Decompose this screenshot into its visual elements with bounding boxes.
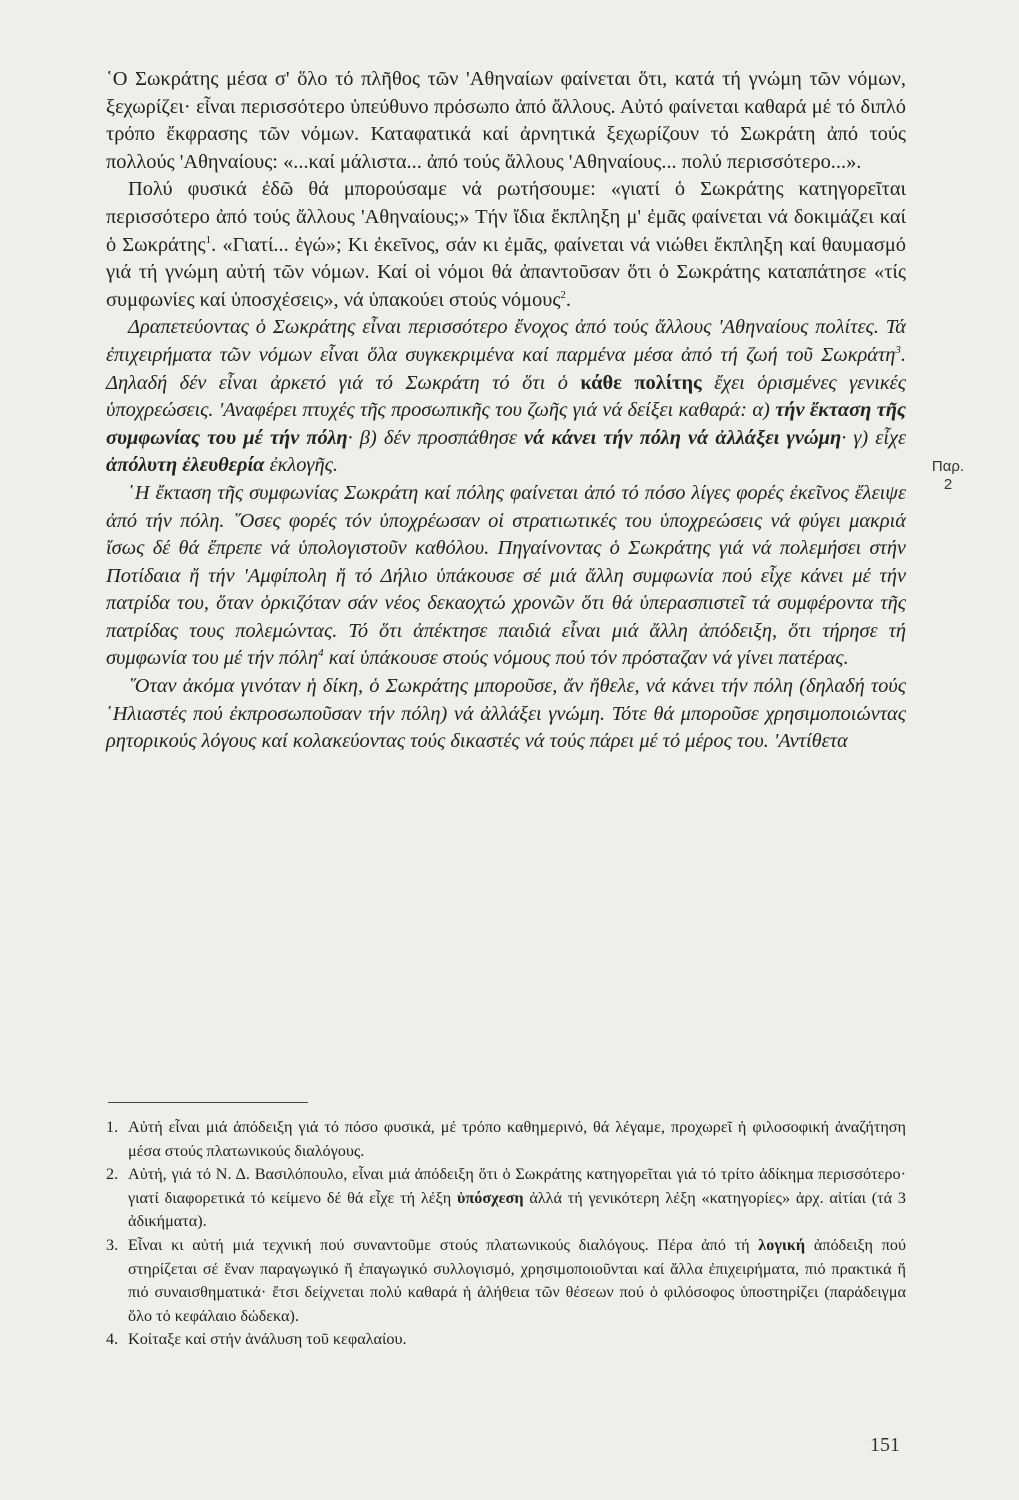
- footnote-ref-1: 1: [205, 233, 212, 246]
- footnote-ref-2: 2: [560, 288, 566, 301]
- paragraph-5: ῞Οταν ἀκόμα γινόταν ἡ δίκη, ὁ Σωκράτης μποροῦσε, ἄν ἤθελε, νά κάνει τήν πόλη (δηλαδή τούς ῾Ηλιαστές πού ἐκπροσωποῦσαν τήν πόλη) νά ἀλλάξει γνώμη. Τότε θά μποροῦσε χρησιμοποιώντας ρητορικούς λόγους καί κολακεύοντας τούς δικαστές νά τούς πάρει μέ τό μέρος του. 'Αντίθετα: [106, 675, 906, 753]
- footnote-4: 4. Κοίταξε καί στήν ἀνάλυση τοῦ κεφαλαίου.: [106, 1330, 407, 1349]
- margin-note: Παρ. 2: [931, 458, 965, 493]
- bold-phrase-every-citizen: κάθε πολίτης: [580, 371, 702, 394]
- bold-word-promise: ὑπόσχεση: [456, 1188, 524, 1207]
- footnote-2: 2. Αὐτή, γιά τό Ν. Δ. Βασιλόπουλο, εἶναι μιά ἀπόδειξη ὅτι ὁ Σωκράτης κατηγορεῖται γιά τό τρίτο ἀδίκημα περισσότερο· γιατί διαφορετικά τό κείμενο δέ θά εἶχε τή λέξη ὑπόσχεση ἀλλά τή γενικότερη λέξη «κατηγορίες» ἀρχ. αἰτίαι (τά 3 ἀδικήματα).: [106, 1165, 907, 1231]
- paragraph-1: ῾Ο Σωκράτης μέσα σ' ὅλο τό πλῆθος τῶν 'Αθηναίων φαίνεται ὅτι, κατά τή γνώμη τῶν νόμων, ξεχωρίζει· εἶναι περισσότερο ὑπεύθυνο πρόσωπο ἀπό ἄλλους. Αὐτό φαίνεται καθαρά μέ τό διπλό τρόπο ἔκφρασης τῶν νόμων. Καταφατικά καί ἀρνητικά ξεχωρίζουν τό Σωκράτη ἀπό τούς πολλούς 'Αθηναίους: «...καί μάλιστα... ἀπό τούς ἄλλους 'Αθηναίους... πολύ περισσότερο...».: [106, 68, 906, 173]
- bold-word-logical: λογική: [758, 1235, 806, 1254]
- paragraph-2: Πολύ φυσικά ἐδῶ θά μπορούσαμε νά ρωτήσουμε: «γιατί ὁ Σωκράτης κατηγορεῖται περισσότερο ἀπό τούς ἄλλους 'Αθηναίους;» Τήν ἴδια ἔκπληξη μ' ἐμᾶς φαίνεται νά δοκιμάζει καί ὁ Σωκράτης$^1$. «Γιατί... ἐγώ»; Κι ἐκεῖνος, σάν κι ἐμᾶς, φαίνεται νά νιώθει ἔκπληξη καί θαυμασμό γιά τή γνώμη αὐτή τῶν νόμων. Καί οἱ νόμοι θά ἀπαντοῦσαν ὅτι ὁ Σωκράτης καταπάτησε «τίς συμφωνίες καί ὑποσχέσεις», νά ὑπακούει στούς νόμους$^2$.: [106, 178, 906, 311]
- page-number: 151: [870, 1434, 900, 1456]
- footnote-3: 3. Εἶναι κι αὐτή μιά τεχνική πού συναντοῦμε στούς πλατωνικούς διαλόγους. Πέρα ἀπό τή λογική ἀπόδειξη πού στηρίζεται σέ ἕναν παραγωγικό ἤ ἐπαγωγικό συλλογισμό, χρησιμοποιοῦνται καί ἄλλα ἐπιχειρήματα, πιό πρακτικά ἤ πιό συναισθηματικά· ἔτσι δείχνεται πολύ καθαρά ἡ ἀλήθεια τῶν θέσεων πού ὁ φιλόσοφος ὑποστηρίζει (παράδειγμα ὅλο τό κεφάλαιο δώδεκα).: [106, 1235, 907, 1325]
- paragraph-3: Δραπετεύοντας ὁ Σωκράτης εἶναι περισσότερο ἔνοχος ἀπό τούς ἄλλους 'Αθηναίους πολίτες. Τά ἐπιχειρήματα τῶν νόμων εἶναι ὅλα συγκεκριμένα καί παρμένα μέσα ἀπό τή ζωή τοῦ Σωκράτη$^3$. Δηλαδή δέν εἶναι ἀρκετό γιά τό Σωκράτη τό ὅτι ὁ κάθε πολίτης ἔχει ὁρισμένες γενικές ὑποχρεώσεις. 'Αναφέρει πτυχές τῆς προσωπικῆς του ζωῆς γιά νά δείξει καθαρά: α) τήν ἔκταση τῆς συμφωνίας του μέ τήν πόλη· β) δέν προσπάθησε νά κάνει τήν πόλη νά ἀλλάξει γνώμη· γ) εἶχε ἀπόλυτη ἐλευθερία ἐκλογῆς.: [106, 316, 907, 477]
- footnotes: [106, 1116, 906, 1352]
- bold-phrase-change-mind: νά κάνει τήν πόλη νά ἀλλάξει γνώμη: [524, 426, 842, 449]
- paragraph-4: ῾Η ἔκταση τῆς συμφωνίας Σωκράτη καί πόλης φαίνεται ἀπό τό πόσο λίγες φορές ἐκεῖνος ἔλειψε ἀπό τήν πόλη. ῞Οσες φορές τόν ὑποχρέωσαν οἱ στρατιωτικές του ὑποχρεώσεις νά φύγει μακριά ἴσως δέ θά ἔπρεπε νά ὑπολογιστοῦν καθόλου. Πηγαίνοντας ὁ Σωκράτης γιά νά πολεμήσει στήν Ποτίδαια ἤ τήν 'Αμφίπολη ἤ τό Δήλιο ὑπάκουσε σέ μιά ἄλλη συμφωνία πού εἶχε κάνει μέ τήν πατρίδα του, ὅταν ὁρκιζόταν σάν νέος δεκαοχτώ χρονῶν ὅτι θά ὑπερασπιστεῖ τά συμφέροντα τῆς πατρίδας τους πολεμώντας. Τό ὅτι ἀπέκτησε παιδιά εἶναι μιά ἄλλη ἀπόδειξη, ὅτι τήρησε τή συμφωνία του μέ τήν πόλη$^4$ καί ὑπάκουσε στούς νόμους πού τόν πρόσταζαν νά γίνει πατέρας.: [106, 481, 906, 670]
- bold-phrase-agreement: τήν ἔκταση τῆς συμφωνίας του μέ τήν πόλη: [106, 399, 906, 449]
- bold-phrase-freedom: ἀπόλυτη ἐλευθερία: [106, 454, 265, 477]
- footnote-ref-3: 3: [895, 344, 901, 357]
- footnote-rule: [108, 1102, 308, 1103]
- footnote-1: 1. Αὐτή εἶναι μιά ἀπόδειξη γιά τό πόσο φυσικά, μέ τρόπο καθημερινό, θά λέγαμε, προχωρεῖ ἡ φιλοσοφική ἀναζήτηση μέσα στούς πλατωνικούς διαλόγους.: [106, 1118, 906, 1160]
- footnote-ref-4: 4: [318, 647, 324, 660]
- main-text: [106, 66, 906, 756]
